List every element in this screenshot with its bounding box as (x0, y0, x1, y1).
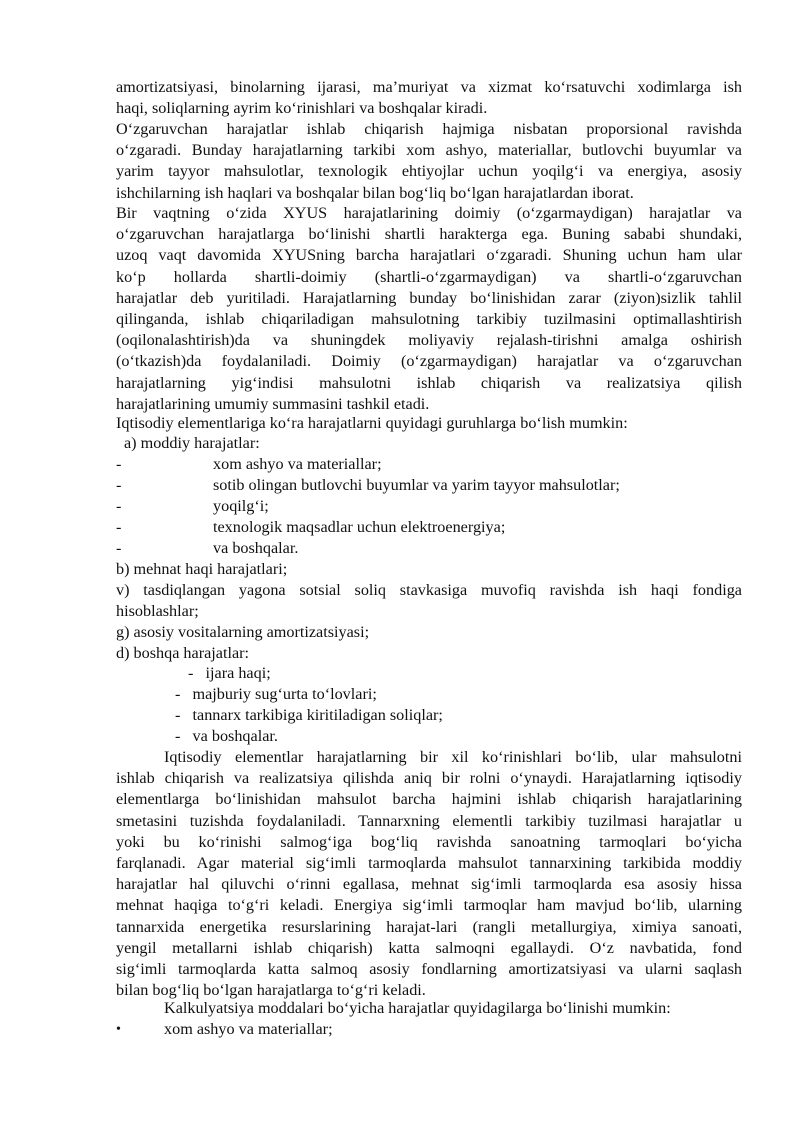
list-heading-d (116, 643, 742, 664)
text-line: v) tasdiqlangan yagona sotsial soliq stavkasiga muvofiq ravishda ish haqi fondiga (116, 581, 742, 599)
text-line: yoki bu ko‘rinishi salmog‘iga bog‘liq ravishda sanoatning tarmoqlari bo‘yicha (116, 832, 742, 851)
dash-marker: - (116, 518, 122, 536)
text-line: yarim tayyor mahsulotlar, texnologik ehtiyojlar uchun yoqilg‘i va energiya, asosiy (116, 162, 742, 181)
list-item (164, 1019, 744, 1040)
list-item-text: texnologik maqsadlar uchun elektroenergiya; (213, 518, 506, 536)
list-item-text: va boshqalar. (192, 727, 278, 745)
text-line: (oqilonalashtirish)da va shuningdek moliyaviy rejalash-tirishni amalga oshirish (116, 331, 742, 350)
dash-marker: - (188, 664, 194, 682)
text-line: Iqtisodiy elementlariga ko‘ra harajatlarni quyidagi guruhlarga bo‘lish mumkin: (116, 414, 628, 432)
paragraph-continuation (116, 77, 742, 119)
text-line: Bir vaqtning o‘zida XYUS harajatlarining doimiy (o‘zgarmaydigan) harajatlar va (116, 204, 742, 222)
paragraph-calculation-items (164, 998, 744, 1019)
text-line: (o‘tkazish)da foydalaniladi. Doimiy (o‘zgarmaydigan) harajatlar va o‘zgaruvchan (116, 352, 742, 371)
list-item-text: ijara haqi; (205, 664, 271, 682)
text-line: harajatlar hal qiluvchi o‘rinni egallasa, mehnat sig‘imli tarmoqlarda esa asosiy hissa (116, 875, 742, 894)
text-line: amortizatsiyasi, binolarning ijarasi, ma’muriyat va xizmat ko‘rsatuvchi xodimlarga ish (116, 78, 742, 96)
list-heading-a (124, 433, 750, 454)
text-line: g) asosiy vositalarning amortizatsiyasi; (116, 623, 370, 641)
list-item-text: va boshqalar. (213, 539, 299, 557)
text-line: mehnat haqiga to‘g‘ri keladi. Energiya sig‘imli tarmoqlar ham mavjud bo‘lib, ularning (116, 896, 742, 915)
list-heading-v (116, 580, 742, 622)
text-line: elementlarga bo‘linishidan mahsulot barcha hajmini ishlab chiqarish harajatlarining (116, 790, 742, 809)
paragraph-economic-elements-detail (116, 747, 742, 1001)
list-item-text: sotib olingan butlovchi buyumlar va yarim tayyor mahsulotlar; (213, 476, 620, 494)
dash-marker: - (116, 476, 122, 494)
text-line: ko‘p hollarda shartli-doimiy (shartli-o‘zgarmaydigan) va shartli-o‘zgaruvchan (116, 267, 742, 286)
text-line: haqi, soliqlarning ayrim ko‘rinishlari va boshqalar kiradi. (116, 99, 488, 118)
text-line: o‘zgaruvchan harajatlarga bo‘linishi shartli harakterga ega. Buning sababi shundaki, (116, 225, 742, 244)
dash-marker: - (175, 685, 181, 703)
text-line: harajatlarining umumiy summasini tashkil etadi. (116, 394, 430, 413)
text-line: b) mehnat haqi harajatlari; (116, 560, 288, 578)
paragraph-conditional-costs (116, 203, 742, 415)
text-line: O‘zgaruvchan harajatlar ishlab chiqarish hajmiga nisbatan proporsional ravishda (116, 120, 742, 138)
list-item-text: xom ashyo va materiallar; (213, 455, 382, 473)
text-line: uzoq vaqt davomida XYUSning barcha harajatlari o‘zgaradi. Shuning uchun ham ular (116, 246, 742, 265)
text-line: harajatlar deb yuritiladi. Harajatlarning bunday bo‘linishidan zarar (ziyon)sizlik tahlil (116, 288, 742, 307)
list-item (175, 726, 278, 747)
bullet-marker: • (116, 1022, 121, 1037)
paragraph-economic-elements (116, 413, 742, 434)
list-item-text: xom ashyo va materiallar; (164, 1020, 333, 1038)
text-line: Kalkulyatsiya moddalari bo‘yicha harajatlar quyidagilarga bo‘linishi mumkin: (164, 999, 671, 1017)
list-item-text: tannarx tarkibiga kiritiladigan soliqlar; (192, 706, 443, 724)
dash-marker: - (175, 727, 181, 745)
list-heading-g (116, 622, 742, 643)
text-line: farqlanadi. Agar material sig‘imli tarmoqlarda mahsulot tannarxining tarkibida moddiy (116, 854, 742, 873)
list-item-text: majburiy sug‘urta to‘lovlari; (192, 685, 377, 703)
dash-marker: - (116, 455, 122, 473)
dash-marker: - (116, 539, 122, 557)
text-line: smetasini tuzishda foydalaniladi. Tannarxning elementli tarkibiy tuzilmasi harajatlar u (116, 811, 742, 830)
text-line: sig‘imli tarmoqlarda katta salmoq asosiy fondlarning amortizatsiyasi va ularni saqlash (116, 960, 742, 979)
text-line: ishchilarning ish haqlari va boshqalar bilan bog‘liq bo‘lgan harajatlardan iborat. (116, 183, 634, 202)
text-line: a) moddiy harajatlar: (124, 434, 260, 452)
list-item-text: yoqilg‘i; (213, 497, 269, 515)
text-line: ishlab chiqarish va realizatsiya qilishda aniq bir rolni o‘ynaydi. Harajatlarning iqtisodiy (116, 769, 742, 788)
text-line: harajatlarning yig‘indisi mahsulotni ishlab chiqarish va realizatsiya qilish (116, 373, 742, 392)
text-line: Iqtisodiy elementlar harajatlarning bir xil ko‘rinishlari bo‘lib, ular mahsulotni (164, 748, 742, 766)
text-line: tannarxida energetika resurslarining harajat-lari (rangli metallurgiya, ximiya sanoati, (116, 917, 742, 936)
text-line: bilan bog‘liq bo‘lgan harajatlarga to‘g‘ri keladi. (116, 981, 426, 1000)
text-line: o‘zgaradi. Bunday harajatlarning tarkibi xom ashyo, materiallar, butlovchi buyumlar va (116, 141, 742, 160)
text-line: d) boshqa harajatlar: (116, 644, 250, 662)
list-item (175, 705, 443, 726)
text-line: hisoblashlar; (116, 602, 199, 621)
list-heading-b (116, 559, 742, 580)
text-line: yengil metallarni ishlab chiqarish) katta salmoqni egallaydi. O‘z navbatida, fond (116, 938, 742, 957)
list-item (175, 684, 377, 705)
text-line: qilinganda, ishlab chiqariladigan mahsulotning tarkibiy tuzilmasini optimallashtirish (116, 310, 742, 329)
dash-marker: - (116, 497, 122, 515)
list-item (188, 663, 271, 684)
dash-marker: - (175, 706, 181, 724)
paragraph-variable-costs (116, 119, 742, 204)
